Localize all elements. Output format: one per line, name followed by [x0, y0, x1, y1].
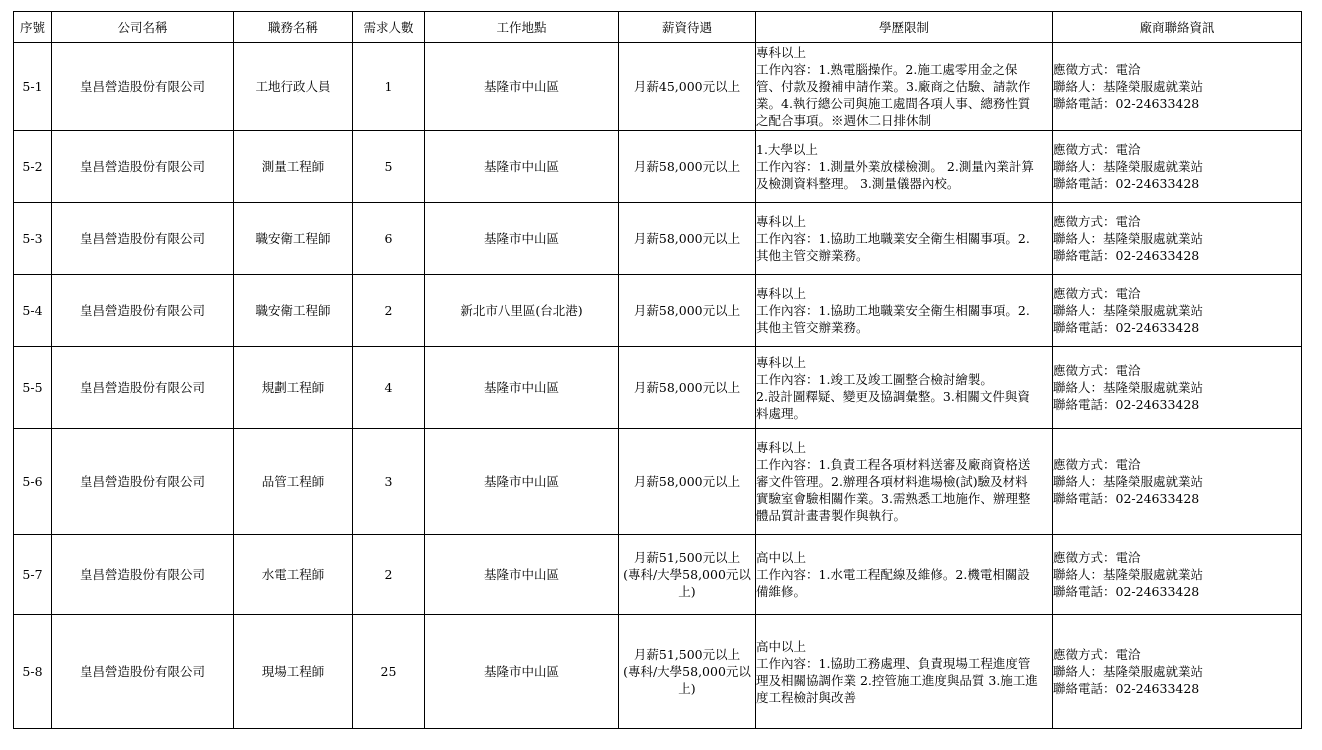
table-row	[14, 429, 1302, 535]
row-contact-line: 聯絡人：基隆榮服處就業站	[1053, 79, 1204, 94]
table-row	[14, 43, 1302, 131]
row-contact-line: 聯絡電話：02-24633428	[1053, 584, 1200, 599]
table-row	[14, 131, 1302, 203]
row-education-line: 工作內容：1.測量外業放樣檢測。 2.測量內業計算	[756, 159, 1034, 174]
row-education	[756, 535, 1053, 615]
row-job-title: 現場工程師	[234, 615, 353, 729]
row-serial: 5-1	[14, 43, 52, 131]
row-education-line: 實驗室會驗相關作業。3.需熟悉工地施作、辦理整	[756, 491, 1031, 506]
row-location: 基隆市中山區	[425, 203, 619, 275]
table-row	[14, 347, 1302, 429]
table-row	[14, 203, 1302, 275]
row-salary-line: 月薪45,000元以上	[633, 79, 741, 94]
row-education-line: 工作內容：1.協助工務處理、負責現場工程進度管	[756, 655, 1031, 671]
row-contact-line: 應徵方式：電洽	[1053, 214, 1141, 229]
row-education-line: 專科以上	[756, 440, 807, 455]
row-job-title: 職安衛工程師	[234, 275, 353, 347]
header-location: 工作地點	[425, 12, 619, 43]
row-education-line: 工作內容：1.負責工程各項材料送審及廠商資格送	[756, 457, 1031, 472]
row-contact	[1053, 275, 1302, 347]
row-contact-line: 聯絡電話：02-24633428	[1053, 176, 1200, 191]
row-serial: 5-2	[14, 131, 52, 203]
row-serial: 5-6	[14, 429, 52, 535]
row-education-line: 度工程檢討與改善	[756, 689, 857, 705]
row-salary	[619, 43, 756, 131]
row-contact	[1053, 429, 1302, 535]
row-contact-line: 應徵方式：電洽	[1053, 142, 1141, 157]
row-company: 皇昌營造股份有限公司	[52, 275, 234, 347]
row-education	[756, 203, 1053, 275]
row-headcount: 25	[353, 615, 425, 729]
row-headcount: 6	[353, 203, 425, 275]
row-headcount: 1	[353, 43, 425, 131]
row-contact-line: 聯絡電話：02-24633428	[1053, 248, 1200, 263]
row-contact	[1053, 131, 1302, 203]
row-education-line: 業。4.執行總公司與施工處間各項人事、總務性質	[756, 96, 1031, 111]
row-contact-line: 應徵方式：電洽	[1053, 647, 1141, 662]
row-contact-line: 應徵方式：電洽	[1053, 286, 1141, 301]
row-contact-line: 應徵方式：電洽	[1053, 457, 1141, 472]
table-row	[14, 615, 1302, 729]
row-contact-line: 聯絡電話：02-24633428	[1053, 681, 1200, 696]
row-contact	[1053, 43, 1302, 131]
row-job-title: 工地行政人員	[234, 43, 353, 131]
row-contact-line: 聯絡人：基隆榮服處就業站	[1053, 664, 1204, 679]
row-contact	[1053, 615, 1302, 729]
row-contact-line: 應徵方式：電洽	[1053, 363, 1141, 378]
row-headcount: 4	[353, 347, 425, 429]
header-company: 公司名稱	[52, 12, 234, 43]
row-education	[756, 43, 1053, 131]
row-education-line: 專科以上	[756, 286, 807, 301]
row-salary	[619, 535, 756, 615]
row-salary	[619, 429, 756, 535]
row-education-line: 料處理。	[756, 405, 807, 421]
row-serial: 5-4	[14, 275, 52, 347]
row-education-line: 管、付款及撥補申請作業。3.廠商之估驗、請款作	[756, 79, 1031, 94]
row-contact-line: 聯絡人：基隆榮服處就業站	[1053, 567, 1204, 582]
row-education	[756, 347, 1053, 429]
row-contact-line: 聯絡電話：02-24633428	[1053, 491, 1200, 506]
row-contact	[1053, 535, 1302, 615]
row-salary	[619, 203, 756, 275]
row-location: 基隆市中山區	[425, 43, 619, 131]
row-contact	[1053, 347, 1302, 429]
row-salary-line: 月薪58,000元以上	[633, 380, 741, 395]
row-contact-line: 聯絡人：基隆榮服處就業站	[1053, 231, 1204, 246]
row-headcount: 2	[353, 535, 425, 615]
row-location: 基隆市中山區	[425, 615, 619, 729]
row-salary	[619, 615, 756, 729]
row-education-line: 工作內容：1.協助工地職業安全衛生相關事項。2.	[756, 303, 1030, 318]
table-row	[14, 275, 1302, 347]
row-salary	[619, 131, 756, 203]
row-location: 新北市八里區(台北港)	[425, 275, 619, 347]
table-row	[14, 535, 1302, 615]
row-education	[756, 429, 1053, 535]
row-education-line: 之配合事項。※週休二日排休制	[756, 113, 932, 128]
header-contact: 廠商聯絡資訊	[1053, 12, 1302, 43]
row-company: 皇昌營造股份有限公司	[52, 43, 234, 131]
row-location: 基隆市中山區	[425, 429, 619, 535]
row-education	[756, 131, 1053, 203]
header-serial: 序號	[14, 12, 52, 43]
row-contact-line: 應徵方式：電洽	[1053, 62, 1141, 77]
row-salary-line: 月薪58,000元以上	[633, 303, 741, 318]
row-education-line: 工作內容：1.竣工及竣工圖整合檢討繪製。	[756, 371, 993, 387]
row-company: 皇昌營造股份有限公司	[52, 535, 234, 615]
row-education-line: 理及相關協調作業 2.控管施工進度與品質 3.施工進	[756, 672, 1038, 688]
row-company: 皇昌營造股份有限公司	[52, 203, 234, 275]
header-job-title: 職務名稱	[234, 12, 353, 43]
row-company: 皇昌營造股份有限公司	[52, 429, 234, 535]
row-salary-line: 月薪58,000元以上	[633, 231, 741, 246]
row-contact-line: 聯絡電話：02-24633428	[1053, 320, 1200, 335]
row-contact-line: 聯絡人：基隆榮服處就業站	[1053, 380, 1204, 395]
row-education-line: 體品質計畫書製作與執行。	[756, 508, 907, 523]
header-headcount: 需求人數	[353, 12, 425, 43]
row-education-line: 2.設計圖釋疑、變更及協調彙整。3.相關文件與資	[756, 388, 1030, 404]
header-salary: 薪資待遇	[619, 12, 756, 43]
row-education-line: 高中以上	[756, 550, 807, 565]
row-education-line: 1.大學以上	[756, 142, 818, 157]
row-salary	[619, 275, 756, 347]
row-contact-line: 聯絡電話：02-24633428	[1053, 96, 1200, 111]
row-contact-line: 聯絡人：基隆榮服處就業站	[1053, 159, 1204, 174]
row-salary-line: 月薪58,000元以上	[633, 159, 741, 174]
row-education-line: 其他主管交辦業務。	[756, 320, 869, 335]
row-company: 皇昌營造股份有限公司	[52, 615, 234, 729]
row-serial: 5-3	[14, 203, 52, 275]
row-job-title: 測量工程師	[234, 131, 353, 203]
row-salary-line: (專科/大學58,000元以上)	[623, 664, 751, 696]
row-education-line: 專科以上	[756, 214, 807, 229]
row-contact-line: 聯絡電話：02-24633428	[1053, 397, 1200, 412]
row-job-title: 職安衛工程師	[234, 203, 353, 275]
row-education-line: 工作內容：1.水電工程配線及維修。2.機電相關設	[756, 567, 1030, 582]
row-headcount: 5	[353, 131, 425, 203]
row-location: 基隆市中山區	[425, 347, 619, 429]
row-education-line: 工作內容：1.熟電腦操作。2.施工處零用金之保	[756, 62, 1018, 77]
row-contact-line: 聯絡人：基隆榮服處就業站	[1053, 474, 1204, 489]
row-job-title: 規劃工程師	[234, 347, 353, 429]
row-education-line: 備維修。	[756, 584, 807, 599]
row-headcount: 3	[353, 429, 425, 535]
job-listing-table	[13, 11, 1302, 729]
row-contact-line: 聯絡人：基隆榮服處就業站	[1053, 303, 1204, 318]
row-job-title: 水電工程師	[234, 535, 353, 615]
row-headcount: 2	[353, 275, 425, 347]
row-serial: 5-5	[14, 347, 52, 429]
row-serial: 5-8	[14, 615, 52, 729]
row-education-line: 及檢測資料整理。 3.測量儀器內校。	[756, 176, 960, 191]
row-education-line: 專科以上	[756, 45, 807, 60]
row-education	[756, 615, 1053, 729]
row-education-line: 其他主管交辦業務。	[756, 248, 869, 263]
row-location: 基隆市中山區	[425, 535, 619, 615]
row-company: 皇昌營造股份有限公司	[52, 347, 234, 429]
row-salary-line: 月薪51,500元以上	[633, 550, 741, 565]
row-salary	[619, 347, 756, 429]
row-contact-line: 應徵方式：電洽	[1053, 550, 1141, 565]
row-education-line: 工作內容：1.協助工地職業安全衛生相關事項。2.	[756, 231, 1030, 246]
row-company: 皇昌營造股份有限公司	[52, 131, 234, 203]
row-education	[756, 275, 1053, 347]
row-salary-line: (專科/大學58,000元以上)	[623, 567, 751, 599]
row-salary-line: 月薪51,500元以上	[633, 647, 741, 662]
row-education-line: 審文件管理。2.辦理各項材料進場檢(試)驗及材料	[756, 474, 1028, 489]
row-job-title: 品管工程師	[234, 429, 353, 535]
header-education: 學歷限制	[756, 12, 1053, 43]
row-salary-line: 月薪58,000元以上	[633, 474, 741, 489]
row-location: 基隆市中山區	[425, 131, 619, 203]
header-row	[14, 12, 1302, 43]
row-education-line: 專科以上	[756, 354, 807, 370]
row-education-line: 高中以上	[756, 638, 807, 654]
row-contact	[1053, 203, 1302, 275]
row-serial: 5-7	[14, 535, 52, 615]
